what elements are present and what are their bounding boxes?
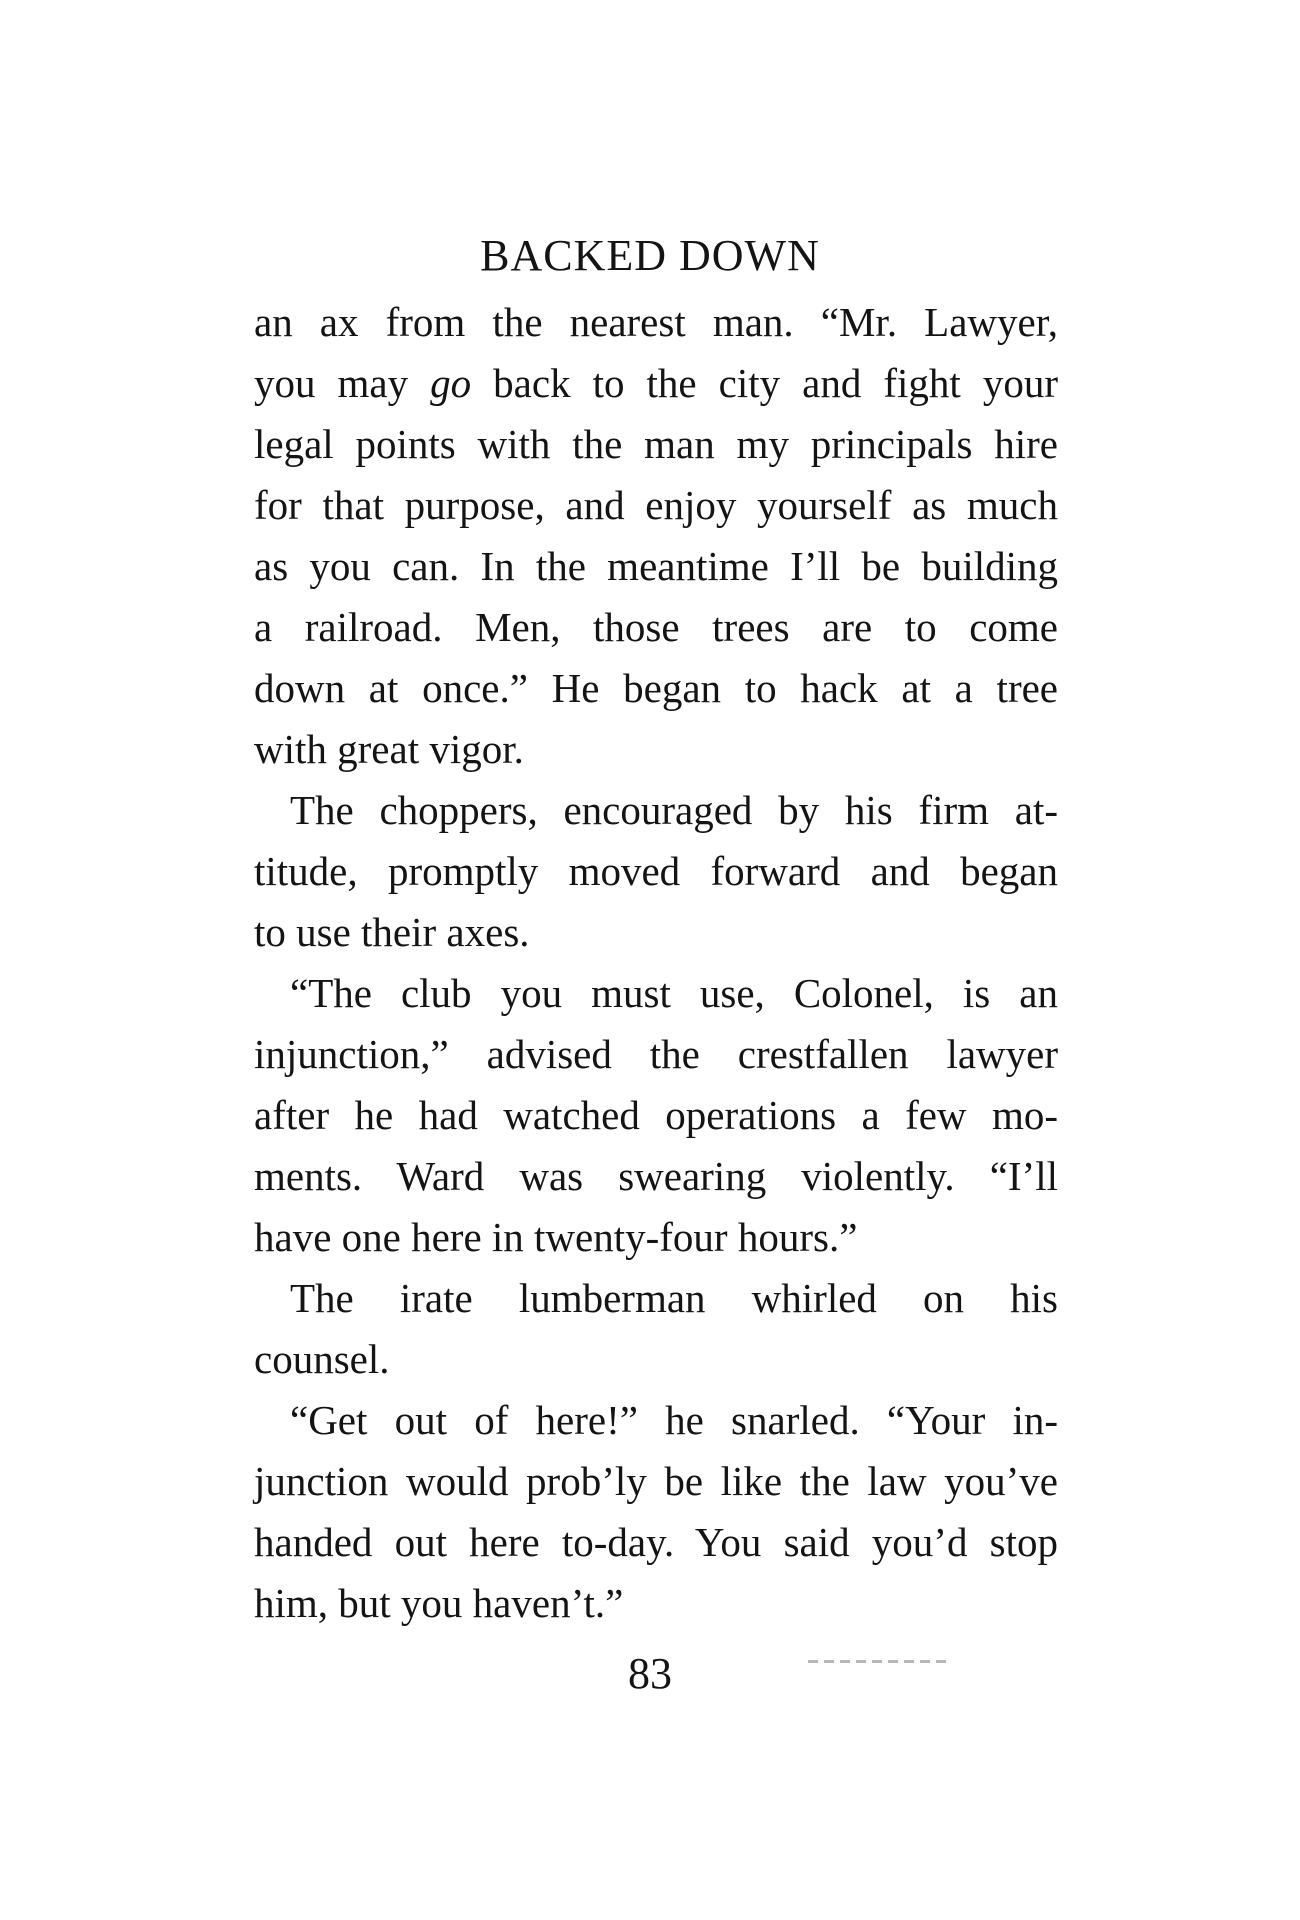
- text-line: The irate lumberman whirled on his: [290, 1275, 1058, 1321]
- text-line: for that purpose, and enjoy yourself as much: [254, 482, 1058, 528]
- text-line: a railroad. Men, those trees are to come: [254, 604, 1058, 650]
- text-line: handed out here to-day. You said you’d stop: [254, 1519, 1058, 1565]
- text-line: injunction,” advised the crestfallen lawyer: [254, 1031, 1058, 1077]
- text-line: The choppers, encouraged by his firm at-: [290, 787, 1058, 833]
- paragraph: [254, 1390, 1058, 1634]
- paragraph: [254, 780, 1058, 963]
- text-line: counsel.: [254, 1336, 390, 1382]
- text-line: “Get out of here!” he snarled. “Your in-: [290, 1397, 1058, 1443]
- text-line: as you can. In the meantime I’ll be building: [254, 543, 1058, 589]
- text-line: after he had watched operations a few mo-: [254, 1092, 1058, 1138]
- text-line: ments. Ward was swearing violently. “I’ll: [254, 1153, 1058, 1199]
- page-number: 83: [628, 1649, 672, 1698]
- text-line: have one here in twenty-four hours.”: [254, 1214, 858, 1260]
- print-smudge: [808, 1660, 948, 1663]
- paragraph: [254, 963, 1058, 1268]
- text-line: with great vigor.: [254, 726, 524, 772]
- text-line: titude, promptly moved forward and began: [254, 848, 1058, 894]
- paragraph: [254, 292, 1058, 780]
- running-head: BACKED DOWN: [480, 231, 820, 280]
- body-text: [254, 292, 1058, 1634]
- text-line: you may go back to the city and fight your: [254, 360, 1058, 406]
- text-line: junction would prob’ly be like the law you’ve: [254, 1458, 1058, 1504]
- text-line: down at once.” He began to hack at a tree: [254, 665, 1058, 711]
- text-line: an ax from the nearest man. “Mr. Lawyer,: [254, 299, 1058, 345]
- text-line: to use their axes.: [254, 909, 530, 955]
- text-line: legal points with the man my principals hire: [254, 421, 1058, 467]
- text-line: “The club you must use, Colonel, is an: [290, 970, 1058, 1016]
- emphasis: go: [430, 360, 472, 406]
- text-line: him, but you haven’t.”: [254, 1580, 624, 1626]
- paragraph: [254, 1268, 1058, 1390]
